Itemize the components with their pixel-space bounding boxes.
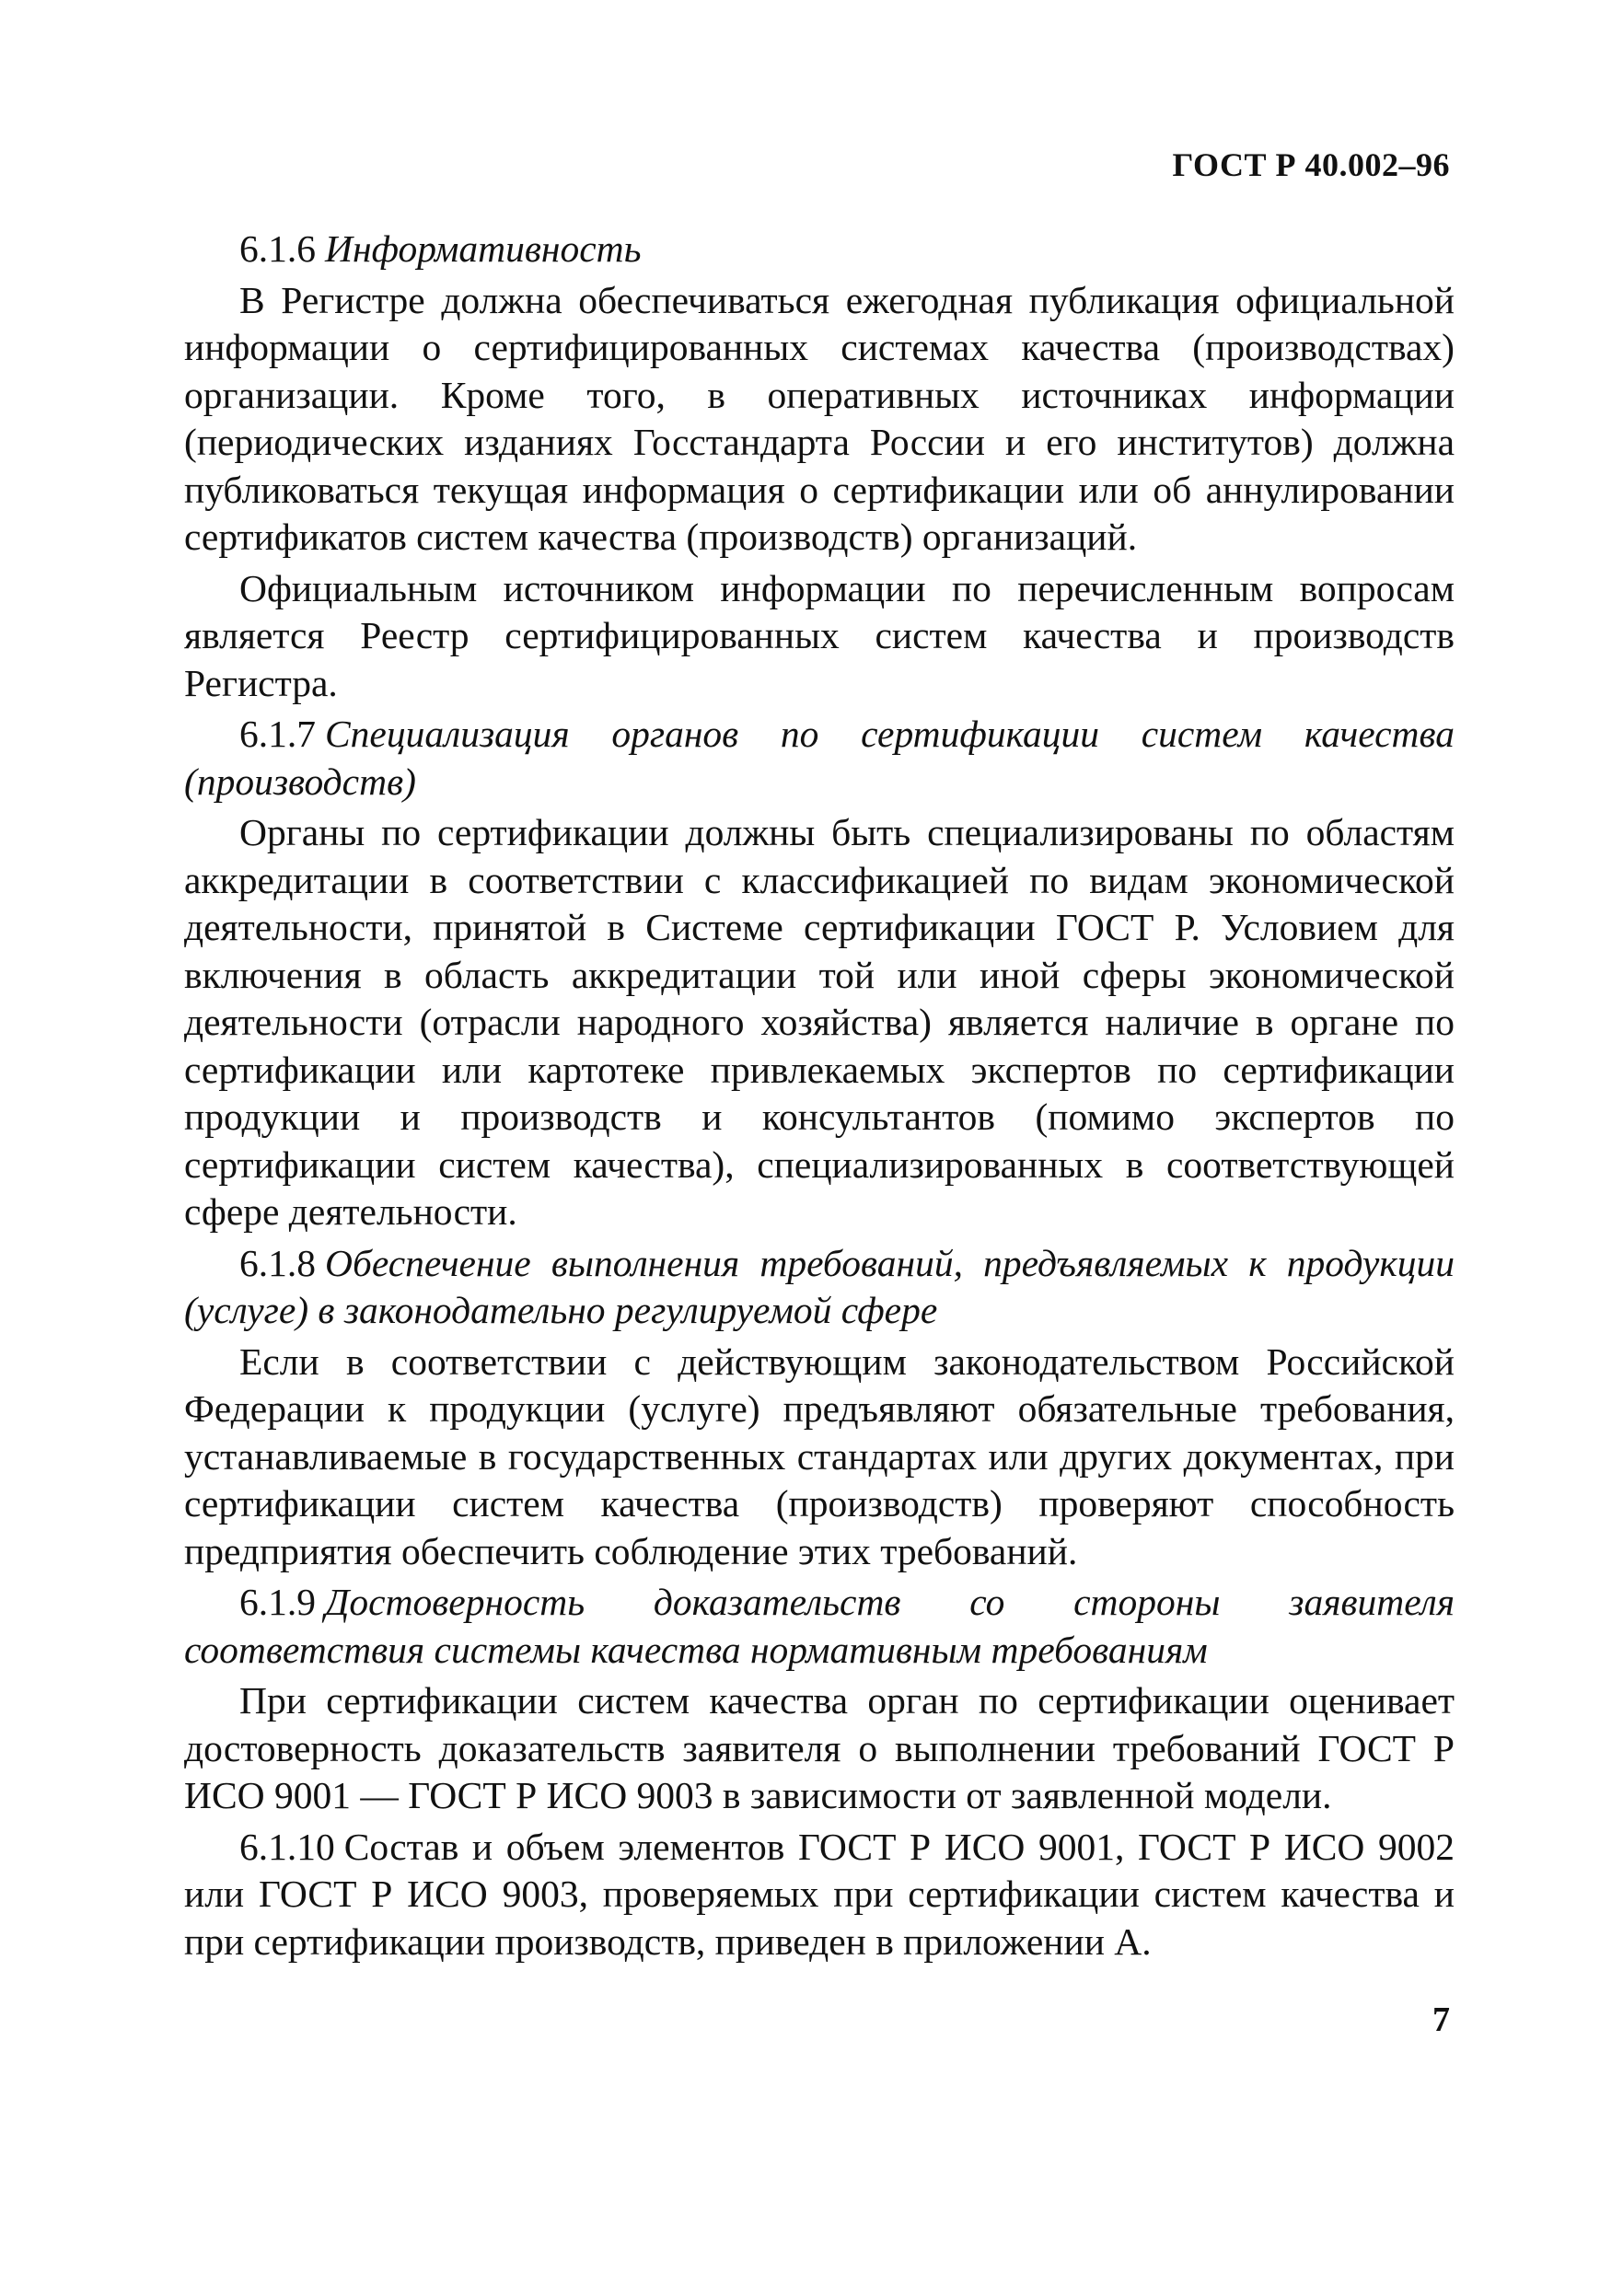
- section-text: Состав и объем элементов ГОСТ Р ИСО 9001, ГОСТ Р ИСО 9002 или ГОСТ Р ИСО 9003, проверяемых при сертификации систем качества и при сертификации производств, приведен в приложении А.: [184, 1825, 1455, 1963]
- document-body: [184, 226, 1455, 1969]
- section-title: Достоверность доказательств со стороны заявителя соответствия системы качества нормативным требованиям: [184, 1581, 1455, 1671]
- section-6-1-10: [184, 1824, 1455, 1966]
- section-heading-6-1-8: [184, 1240, 1455, 1335]
- section-heading-6-1-9: [184, 1579, 1455, 1674]
- section-title: Специализация органов по сертификации систем качества (производств): [184, 713, 1455, 803]
- section-heading-6-1-7: [184, 711, 1455, 806]
- section-title: Обеспечение выполнения требований, предъявляемых к продукции (услуге) в законодательно регулируемой сфере: [184, 1241, 1455, 1331]
- page-number: 7: [1432, 2000, 1450, 2039]
- section-number: 6.1.9: [239, 1581, 316, 1623]
- section-number: 6.1.7: [239, 713, 316, 755]
- section-number: 6.1.8: [239, 1241, 316, 1284]
- paragraph: Органы по сертификации должны быть специализированы по областям аккредитации в соответствии с классификацией по видам экономической деятельности, принятой в Системе сертификации ГОСТ Р. Условием для включения в область аккредитации той или иной сферы экономической деятельности (отрасли народного хозяйства) является наличие в органе по сертификации или картотеке привлекаемых экспертов по сертификации продукции и производств и консультантов (помимо экспертов по сертификации систем качества), специализированных в соответствующей сфере деятельности.: [184, 811, 1455, 1233]
- paragraph: Официальным источником информации по перечисленным вопросам является Реестр сертифицированных систем качества и производств Регистра.: [184, 566, 1455, 704]
- section-title: Информативность: [325, 227, 642, 270]
- section-heading-6-1-6: [184, 226, 1455, 273]
- paragraph: В Регистре должна обеспечиваться ежегодная публикация официальной информации о сертифицированных системах качества (производствах) организации. Кроме того, в оперативных источниках информации (периодических изданиях Госстандарта России и его институтов) должна публиковаться текущая информация о сертификации или об аннулировании сертификатов систем качества (производств) организаций.: [184, 278, 1455, 558]
- document-code-header: ГОСТ Р 40.002–96: [1172, 146, 1450, 183]
- section-number: 6.1.6: [239, 227, 316, 270]
- paragraph: При сертификации систем качества орган по сертификации оценивает достоверность доказательств заявителя о выполнении требований ГОСТ Р ИСО 9001 — ГОСТ Р ИСО 9003 в зависимости от заявленной модели.: [184, 1679, 1455, 1816]
- section-number: 6.1.10: [239, 1825, 335, 1868]
- paragraph: Если в соответствии с действующим законодательством Российской Федерации к продукции (услуге) предъявляют обязательные требования, устанавливаемые в государственных стандартах или других документах, при сертификации систем качества (производств) проверяют способность предприятия обеспечить соблюдение этих требований.: [184, 1339, 1455, 1572]
